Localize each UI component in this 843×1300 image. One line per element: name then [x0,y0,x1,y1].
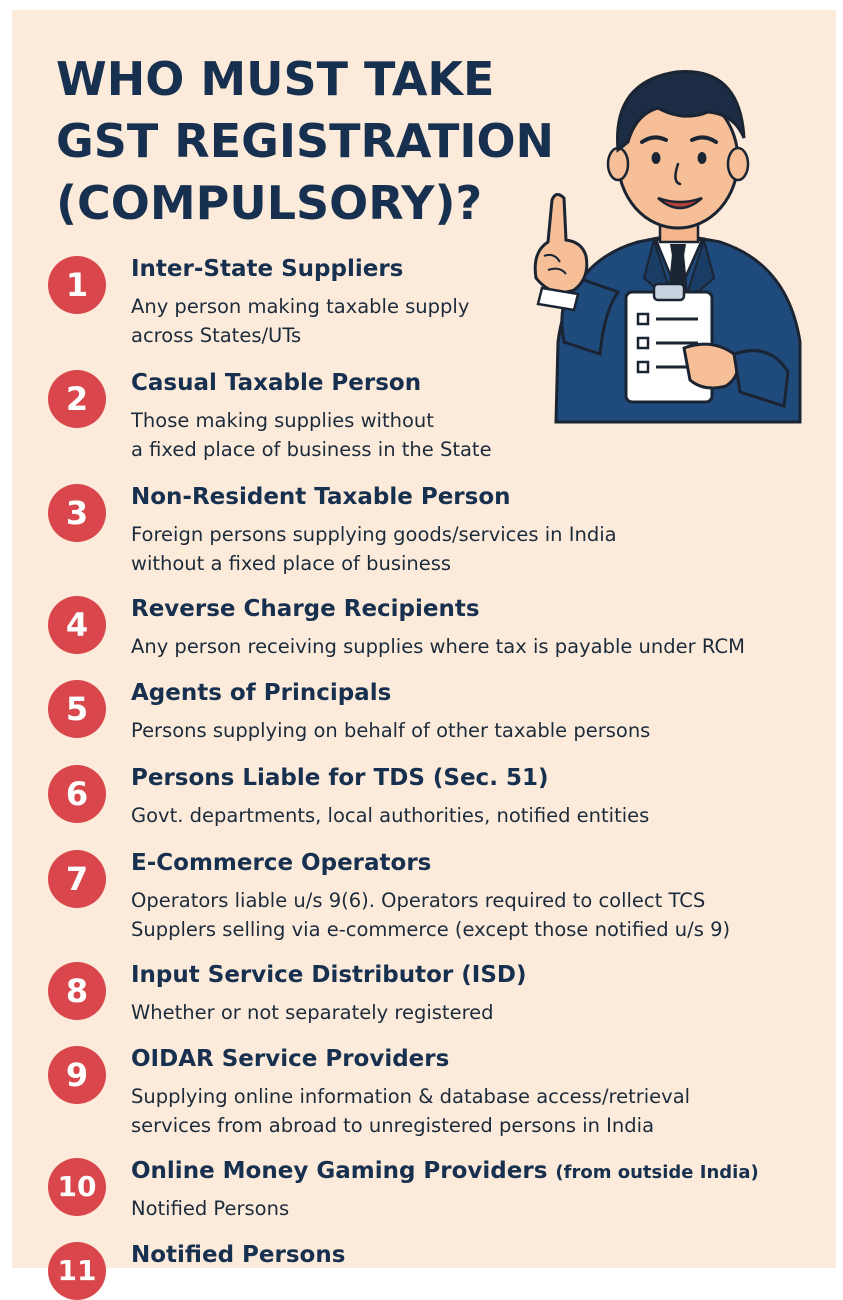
description-line: Notified Persons [131,1197,290,1220]
title-line-3: (COMPULSORY)? [56,176,483,230]
number-badge: 10 [48,1158,106,1216]
description-line: Any person making taxable supply [131,295,470,318]
number-badge: 8 [48,962,106,1020]
description-line: Foreign persons supplying goods/services in India [131,523,617,546]
item-description [131,1082,690,1140]
item-description [131,406,492,464]
item-description [131,801,649,830]
item-heading-text: Online Money Gaming Providers [131,1158,548,1184]
description-line: Operators liable u/s 9(6). Operators required to collect TCS [131,889,706,912]
number-badge: 7 [48,850,106,908]
description-line: Supplers selling via e-commerce (except those notified u/s 9) [131,918,731,941]
description-line: Govt. departments, local authorities, notified entities [131,804,650,827]
item-heading-note: (from outside India) [555,1162,759,1183]
item-heading: Reverse Charge Recipients [131,596,480,622]
item-heading: Notified Persons [131,1242,346,1268]
title-line-2: GST REGISTRATION [56,114,555,168]
number-badge: 6 [48,765,106,823]
item-heading: Input Service Distributor (ISD) [131,962,527,988]
description-line: Supplying online information & database access/retrieval [131,1085,691,1108]
description-line: a fixed place of business in the State [131,438,492,461]
number-badge: 9 [48,1046,106,1104]
description-line: across States/UTs [131,324,302,347]
infographic-poster [12,10,836,1287]
title-line-1: WHO MUST TAKE [56,52,495,106]
description-line: Persons supplying on behalf of other taxable persons [131,719,651,742]
item-heading: Inter-State Suppliers [131,256,404,282]
item-description [131,292,469,350]
description-line: Whether or not separately registered [131,1001,494,1024]
item-heading: E-Commerce Operators [131,850,432,876]
description-line: without a fixed place of business [131,552,452,575]
item-description [131,632,745,661]
description-line: Those making supplies without [131,409,434,432]
number-badge: 3 [48,484,106,542]
description-line: services from abroad to unregistered persons in India [131,1114,655,1137]
number-badge: 1 [48,256,106,314]
item-description [131,716,650,745]
page-title [56,48,554,234]
businessman-with-checklist-icon [508,42,804,422]
item-heading: Non-Resident Taxable Person [131,484,511,510]
item-description [131,998,494,1027]
number-badge: 5 [48,680,106,738]
number-badge: 11 [48,1242,106,1300]
number-badge: 2 [48,370,106,428]
item-heading: OIDAR Service Providers [131,1046,450,1072]
item-heading [131,1156,759,1188]
item-heading: Persons Liable for TDS (Sec. 51) [131,765,549,791]
item-heading: Casual Taxable Person [131,370,422,396]
item-description [131,886,730,944]
number-badge: 4 [48,596,106,654]
item-heading: Agents of Principals [131,680,392,706]
description-line: Any person receiving supplies where tax is payable under RCM [131,635,745,658]
item-description [131,1194,289,1223]
item-description [131,520,617,578]
